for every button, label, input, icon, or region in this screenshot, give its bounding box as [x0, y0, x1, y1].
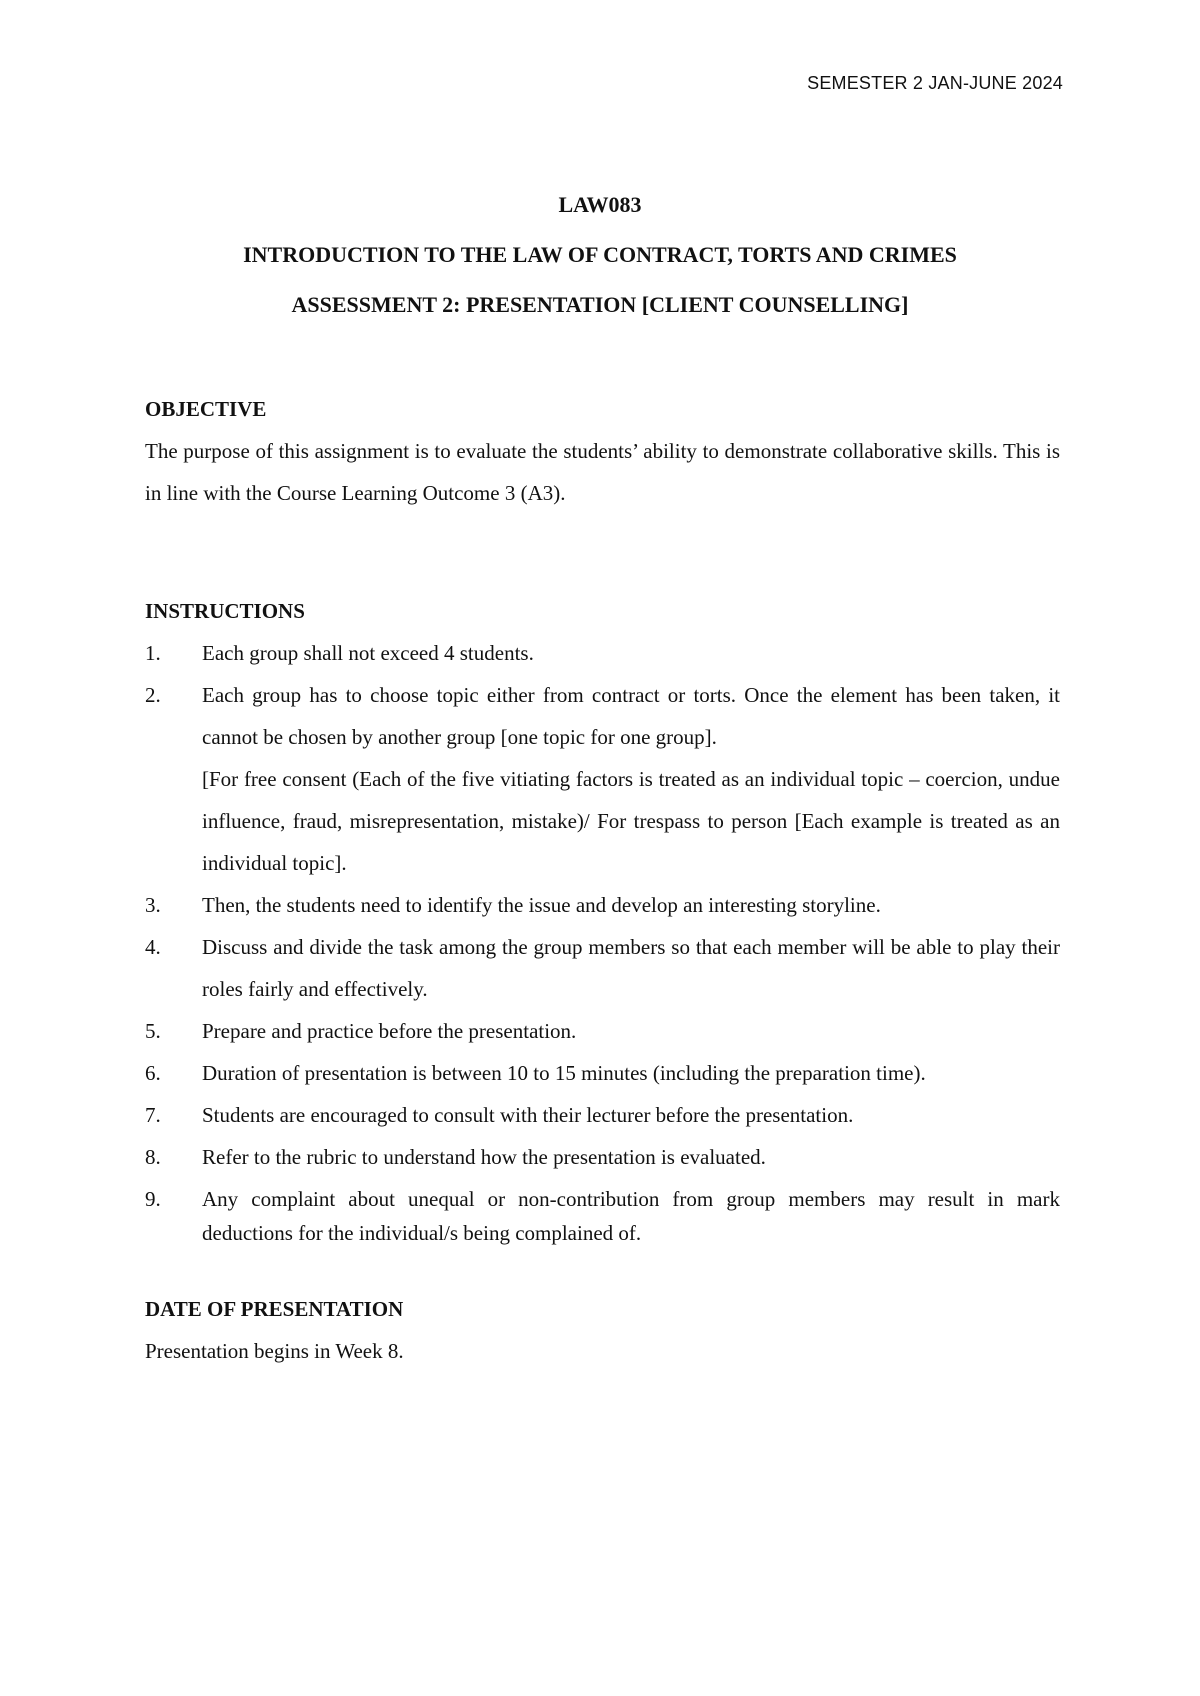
objective-heading: OBJECTIVE — [145, 397, 267, 421]
list-item-number: 9. — [145, 1187, 161, 1211]
section-spacer — [145, 514, 1060, 590]
list-item — [145, 926, 1060, 1010]
list-item-text: Then, the students need to identify the issue and develop an interesting storyline. — [202, 893, 881, 917]
list-item — [145, 632, 1060, 674]
list-item-number: 7. — [145, 1103, 161, 1127]
list-item-subtext: [For free consent (Each of the five vitiating factors is treated as an individual topic – coercion, undue influence, fraud, misrepresentation, mistake)/ For trespass to person [Each example is treated as an individual topic]. — [202, 767, 1060, 875]
list-item-text-group — [202, 674, 1060, 884]
list-item-text: Students are encouraged to consult with their lecturer before the presentation. — [202, 1103, 854, 1127]
list-item — [145, 1094, 1060, 1136]
date-heading: DATE OF PRESENTATION — [145, 1297, 404, 1321]
list-item-text: Duration of presentation is between 10 to 15 minutes (including the preparation time). — [202, 1061, 926, 1085]
list-item-number: 8. — [145, 1145, 161, 1169]
list-item — [145, 674, 1060, 884]
list-item-number: 2. — [145, 683, 161, 707]
list-item — [145, 1136, 1060, 1178]
list-item-number: 3. — [145, 893, 161, 917]
course-title: INTRODUCTION TO THE LAW OF CONTRACT, TORTS AND CRIMES — [243, 242, 957, 267]
list-item-number: 1. — [145, 641, 161, 665]
list-item-text: Prepare and practice before the presentation. — [202, 1019, 577, 1043]
list-item-number: 4. — [145, 935, 161, 959]
objective-text: The purpose of this assignment is to evaluate the students’ ability to demonstrate collaborative skills. This is in line with the Course Learning Outcome 3 (A3). — [145, 439, 1060, 505]
semester-header: SEMESTER 2 JAN-JUNE 2024 — [807, 73, 1063, 93]
list-item-number: 5. — [145, 1019, 161, 1043]
list-item-text: Refer to the rubric to understand how the presentation is evaluated. — [202, 1145, 766, 1169]
list-item — [145, 1052, 1060, 1094]
document-body — [145, 388, 1060, 1372]
list-item-text: Any complaint about unequal or non-contribution from group members may result in mark deductions for the individual/s being complained of. — [202, 1187, 1060, 1245]
section-spacer — [145, 1250, 1060, 1288]
list-item-text: Each group shall not exceed 4 students. — [202, 641, 534, 665]
list-item-number: 6. — [145, 1061, 161, 1085]
instructions-heading: INSTRUCTIONS — [145, 599, 305, 623]
list-item — [145, 884, 1060, 926]
list-item — [145, 1182, 1060, 1250]
course-code: LAW083 — [558, 192, 642, 217]
title-block — [0, 194, 1200, 316]
date-text: Presentation begins in Week 8. — [145, 1339, 404, 1363]
instructions-list — [145, 632, 1060, 1250]
assessment-title: ASSESSMENT 2: PRESENTATION [CLIENT COUNSELLING] — [291, 292, 909, 317]
list-item — [145, 1010, 1060, 1052]
list-item-text: Each group has to choose topic either from contract or torts. Once the element has been taken, it cannot be chosen by another group [one topic for one group]. — [202, 683, 1060, 749]
list-item-text: Discuss and divide the task among the group members so that each member will be able to play their roles fairly and effectively. — [202, 935, 1060, 1001]
